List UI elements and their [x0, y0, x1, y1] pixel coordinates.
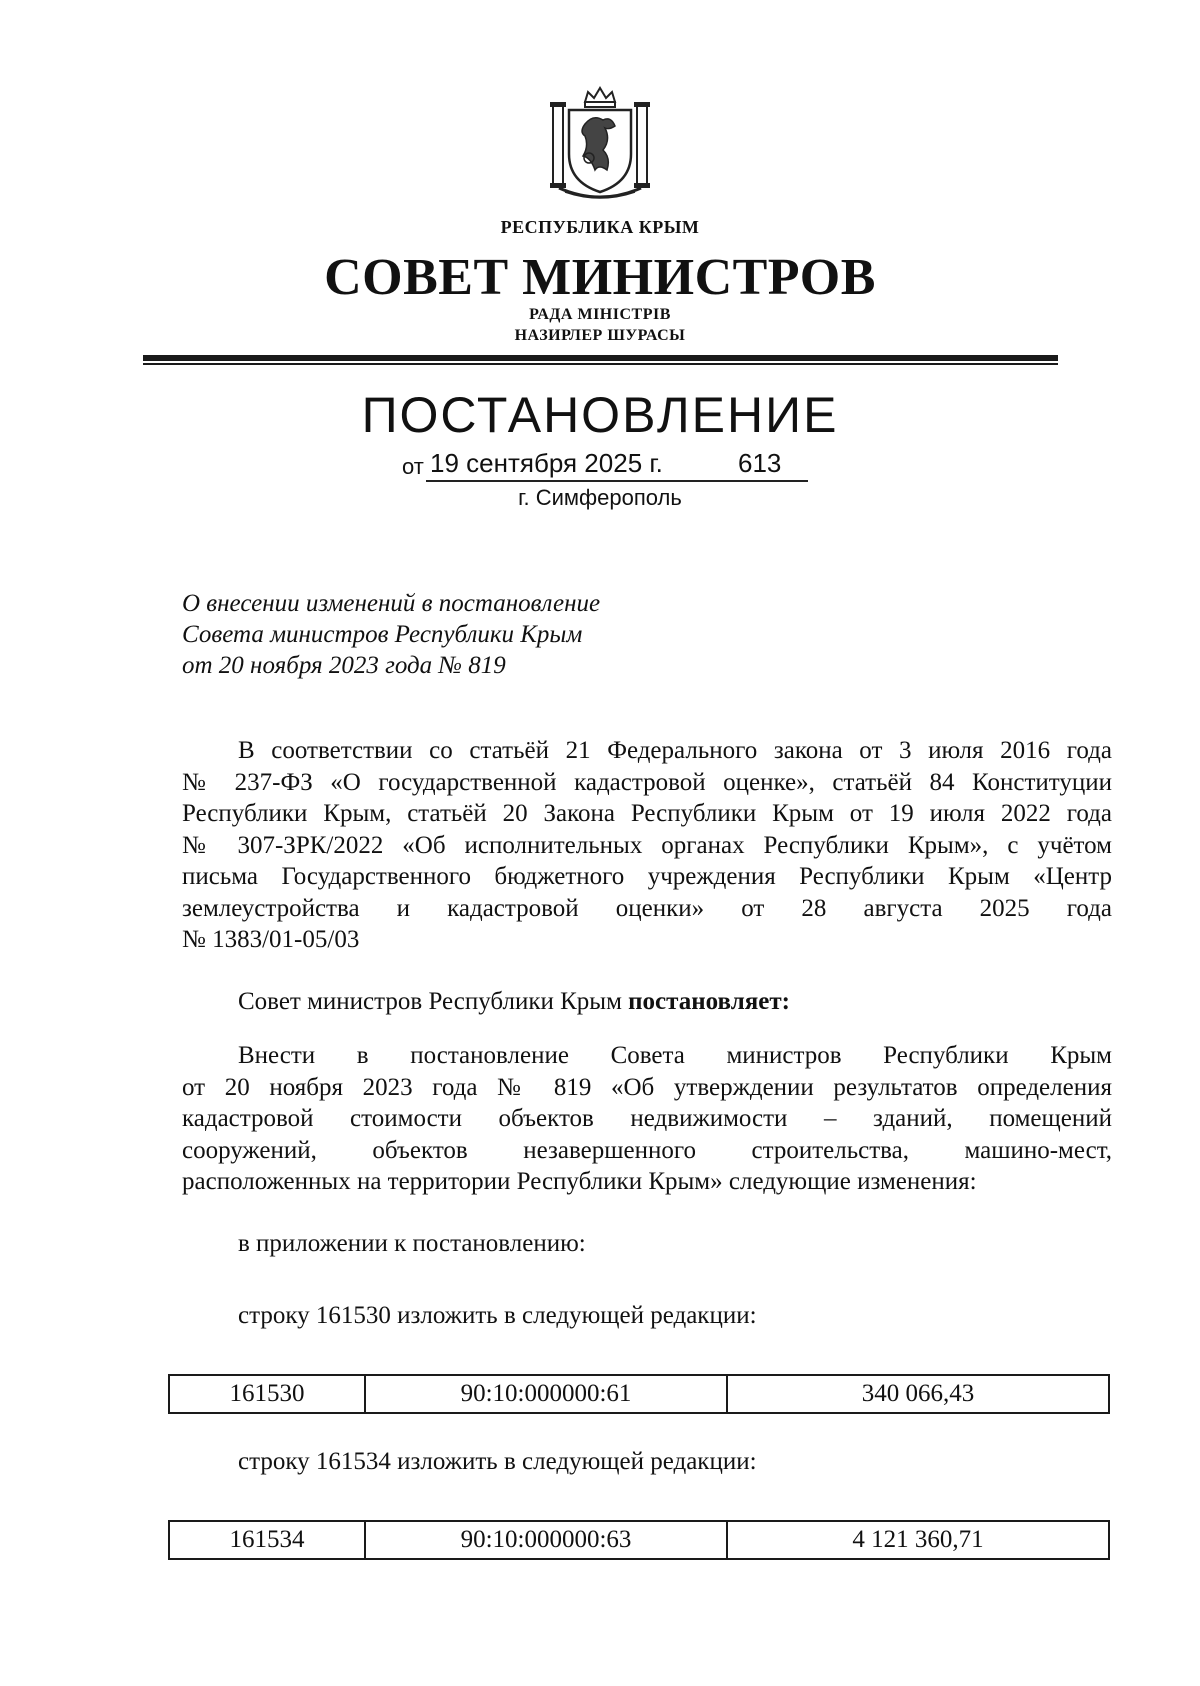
decree-title-line: О внесении изменений в постановление: [182, 590, 601, 617]
cadastral-value-cell: 340 066,43: [861, 1380, 975, 1407]
amendment-instruction: строку 161534 изложить в следующей редакции:: [238, 1448, 757, 1475]
table-row: [168, 1374, 1110, 1414]
amendment-paragraph: [182, 1040, 1112, 1198]
paragraph-line: от 20 ноября 2023 года № 819 «Об утверждении результатов определения: [182, 1073, 1112, 1101]
coat-of-arms-icon: [545, 84, 655, 204]
council-title-ukrainian: РАДА МІНІСТРІВ: [529, 306, 671, 323]
paragraph-line: № 237-ФЗ «О государственной кадастровой оценке», статьёй 84 Конституции: [182, 768, 1112, 796]
paragraph-line: расположенных на территории Республики Крым» следующие изменения:: [182, 1168, 977, 1195]
decree-title-line: от 20 ноября 2023 года № 819: [182, 652, 506, 679]
cadastral-value-cell: 4 121 360,71: [852, 1526, 984, 1553]
header-rule-thin: [143, 363, 1058, 365]
header-rule-thick: [143, 355, 1058, 361]
decree-type-heading: ПОСТАНОВЛЕНИЕ: [361, 387, 839, 443]
decree-city: г. Симферополь: [518, 485, 682, 510]
decree-date: 19 сентября 2025 г.: [430, 448, 663, 478]
resolves-keyword: постановляет:: [628, 988, 790, 1015]
cadastral-number-cell: 90:10:000000:63: [366, 1522, 728, 1558]
preamble-paragraph: [182, 735, 1112, 956]
date-prefix: от: [402, 454, 424, 479]
council-title-crimean-tatar: НАЗИРЛЕР ШУРАСЫ: [514, 327, 686, 344]
decree-title-line: Совета министров Республики Крым: [182, 621, 583, 648]
resolves-line: [182, 986, 1112, 1018]
paragraph-line: письма Государственного бюджетного учреждения Республики Крым «Центр: [182, 863, 1112, 890]
resolves-text: Совет министров Республики Крым: [238, 988, 629, 1015]
date-underline: [426, 480, 808, 482]
paragraph-line: сооружений, объектов незавершенного строительства, машино-мест,: [182, 1136, 1112, 1164]
paragraph-line: Республики Крым, статьёй 20 Закона Республики Крым от 19 июля 2022 года: [182, 800, 1112, 827]
decree-title: [182, 588, 600, 681]
table-row: [168, 1520, 1110, 1560]
decree-number: 613: [738, 448, 782, 478]
cadastral-number-cell: 90:10:000000:61: [366, 1376, 728, 1412]
paragraph-line: № 1383/01-05/03: [182, 926, 360, 953]
paragraph-line: землеустройства и кадастровой оценки» от 28 августа 2025 года: [182, 894, 1112, 922]
paragraph-line: Внести в постановление Совета министров Республики Крым: [238, 1042, 1112, 1069]
amendment-instruction: строку 161530 изложить в следующей редакции:: [238, 1302, 757, 1329]
row-number-cell: 161530: [170, 1376, 366, 1412]
annex-line: в приложении к постановлению:: [238, 1230, 586, 1257]
republic-name: РЕСПУБЛИКА КРЫМ: [500, 217, 700, 237]
paragraph-line: В соответствии со статьёй 21 Федерального закона от 3 июля 2016 года: [238, 737, 1112, 764]
paragraph-line: № 307-ЗРК/2022 «Об исполнительных органах Республики Крым», с учётом: [182, 831, 1112, 859]
row-number-cell: 161534: [170, 1522, 366, 1558]
paragraph-line: кадастровой стоимости объектов недвижимости – зданий, помещений: [182, 1105, 1112, 1132]
council-title: СОВЕТ МИНИСТРОВ: [324, 249, 876, 306]
